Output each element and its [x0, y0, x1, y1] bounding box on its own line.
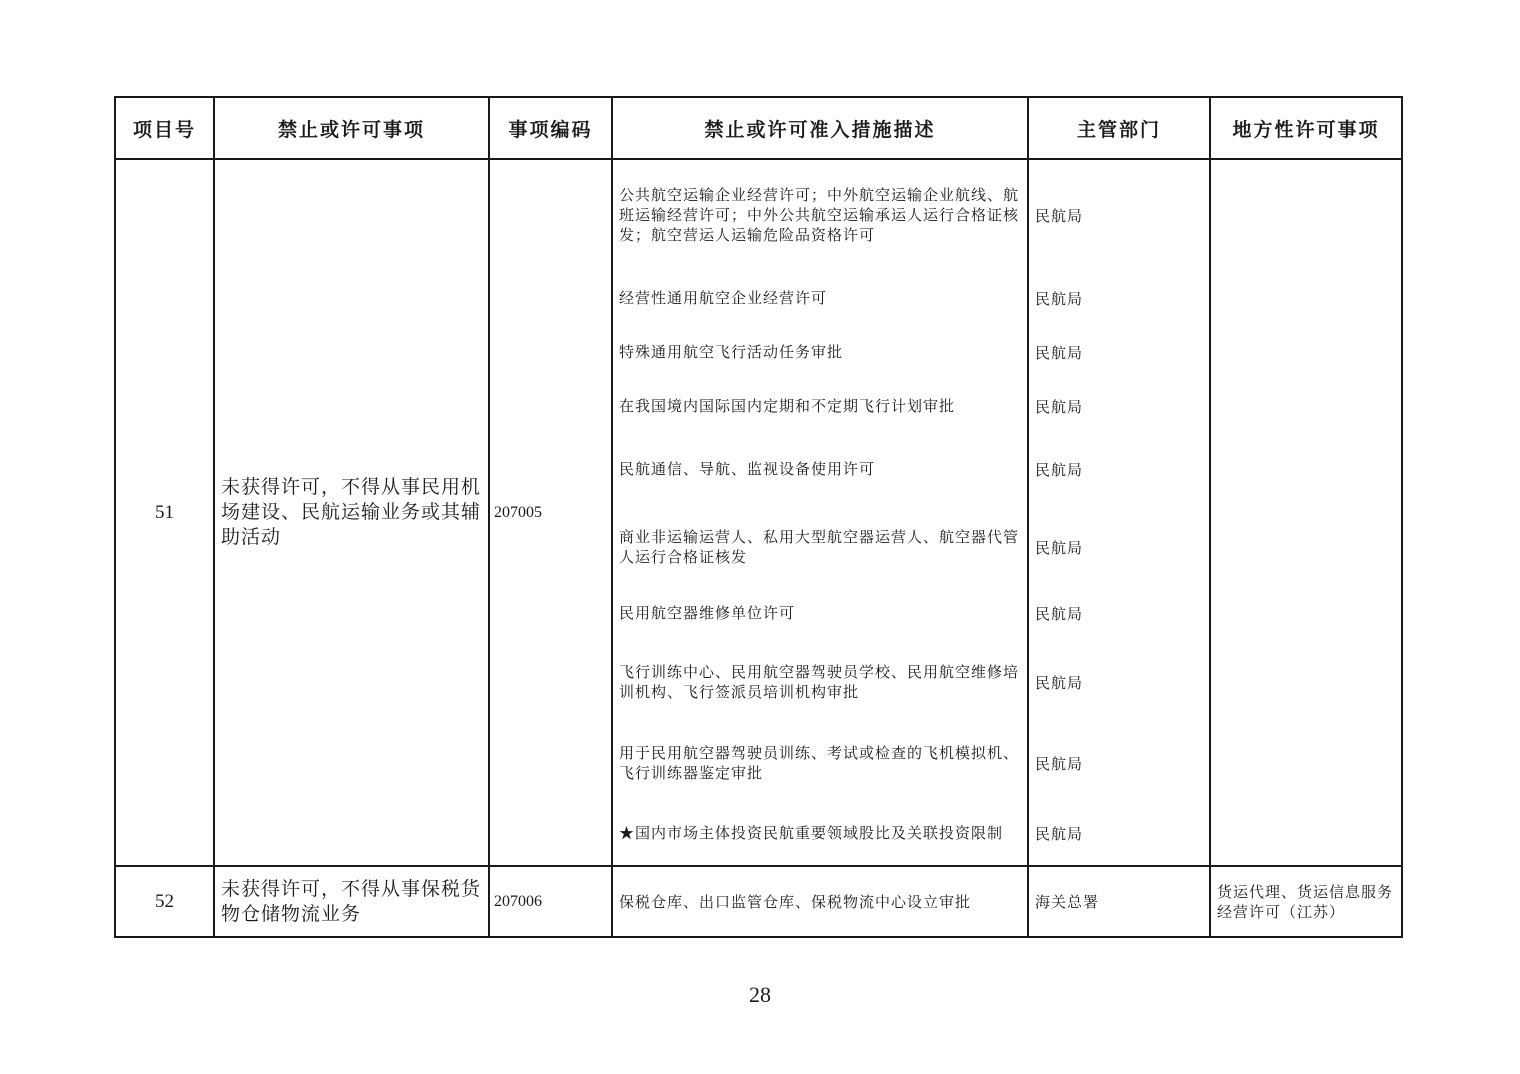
header-department: 主管部门: [1076, 118, 1161, 141]
department: 民航局: [1035, 538, 1084, 557]
measure-desc: 公共航空运输企业经营许可；中外航空运输企业航线、航班运输经营许可；中外公共航空运输承运人运行合格证核发；航空营运人运输危险品资格许可: [619, 186, 1020, 244]
measure-desc: 经营性通用航空企业经营许可: [619, 289, 828, 307]
permit-table: [114, 96, 1403, 938]
header-measures: 禁止或许可准入措施描述: [704, 118, 936, 141]
header-item: 禁止或许可事项: [277, 118, 425, 141]
measure-desc: ★国内市场主体投资民航重要领域股比及关联投资限制: [619, 824, 1004, 842]
measure-desc: 用于民用航空器驾驶员训练、考试或检查的飞机模拟机、飞行训练器鉴定审批: [619, 744, 1020, 782]
measure-desc: 特殊通用航空飞行活动任务审批: [619, 343, 844, 361]
header-item-no: 项目号: [132, 118, 196, 141]
department: 海关总署: [1035, 893, 1100, 911]
local-permit: 货运代理、货运信息服务经营许可（江苏）: [1217, 882, 1394, 921]
department: 民航局: [1035, 460, 1084, 479]
page-number: 28: [749, 982, 771, 1007]
measure-desc: 商业非运输运营人、私用大型航空器运营人、航空器代管人运行合格证核发: [619, 528, 1020, 566]
permit-item: 未获得许可，不得从事保税货物仓储物流业务: [221, 877, 482, 925]
department: 民航局: [1035, 824, 1084, 843]
measure-desc: 在我国境内国际国内定期和不定期飞行计划审批: [619, 397, 956, 415]
measure-desc: 保税仓库、出口监管仓库、保税物流中心设立审批: [619, 892, 972, 911]
department: 民航局: [1035, 206, 1084, 225]
measure-desc: 飞行训练中心、民用航空器驾驶员学校、民用航空维修培训机构、飞行签派员培训机构审批: [619, 663, 1020, 701]
header-local-permit: 地方性许可事项: [1232, 118, 1380, 141]
row-number: 51: [155, 501, 174, 523]
department: 民航局: [1035, 754, 1084, 773]
permit-item: 未获得许可，不得从事民用机场建设、民航运输业务或其辅助活动: [221, 476, 482, 548]
local-permit: [1211, 160, 1401, 865]
measure-desc: 民用航空器维修单位许可: [619, 604, 796, 622]
item-code: 207006: [494, 892, 542, 910]
department: 民航局: [1035, 604, 1084, 623]
measure-desc: 民航通信、导航、监视设备使用许可: [619, 460, 876, 478]
item-code: 207005: [494, 503, 542, 521]
department: 民航局: [1035, 343, 1084, 362]
department: 民航局: [1035, 397, 1084, 416]
header-code: 事项编码: [508, 118, 593, 141]
row-number: 52: [155, 890, 174, 912]
department: 民航局: [1035, 673, 1084, 692]
department: 民航局: [1035, 289, 1084, 308]
